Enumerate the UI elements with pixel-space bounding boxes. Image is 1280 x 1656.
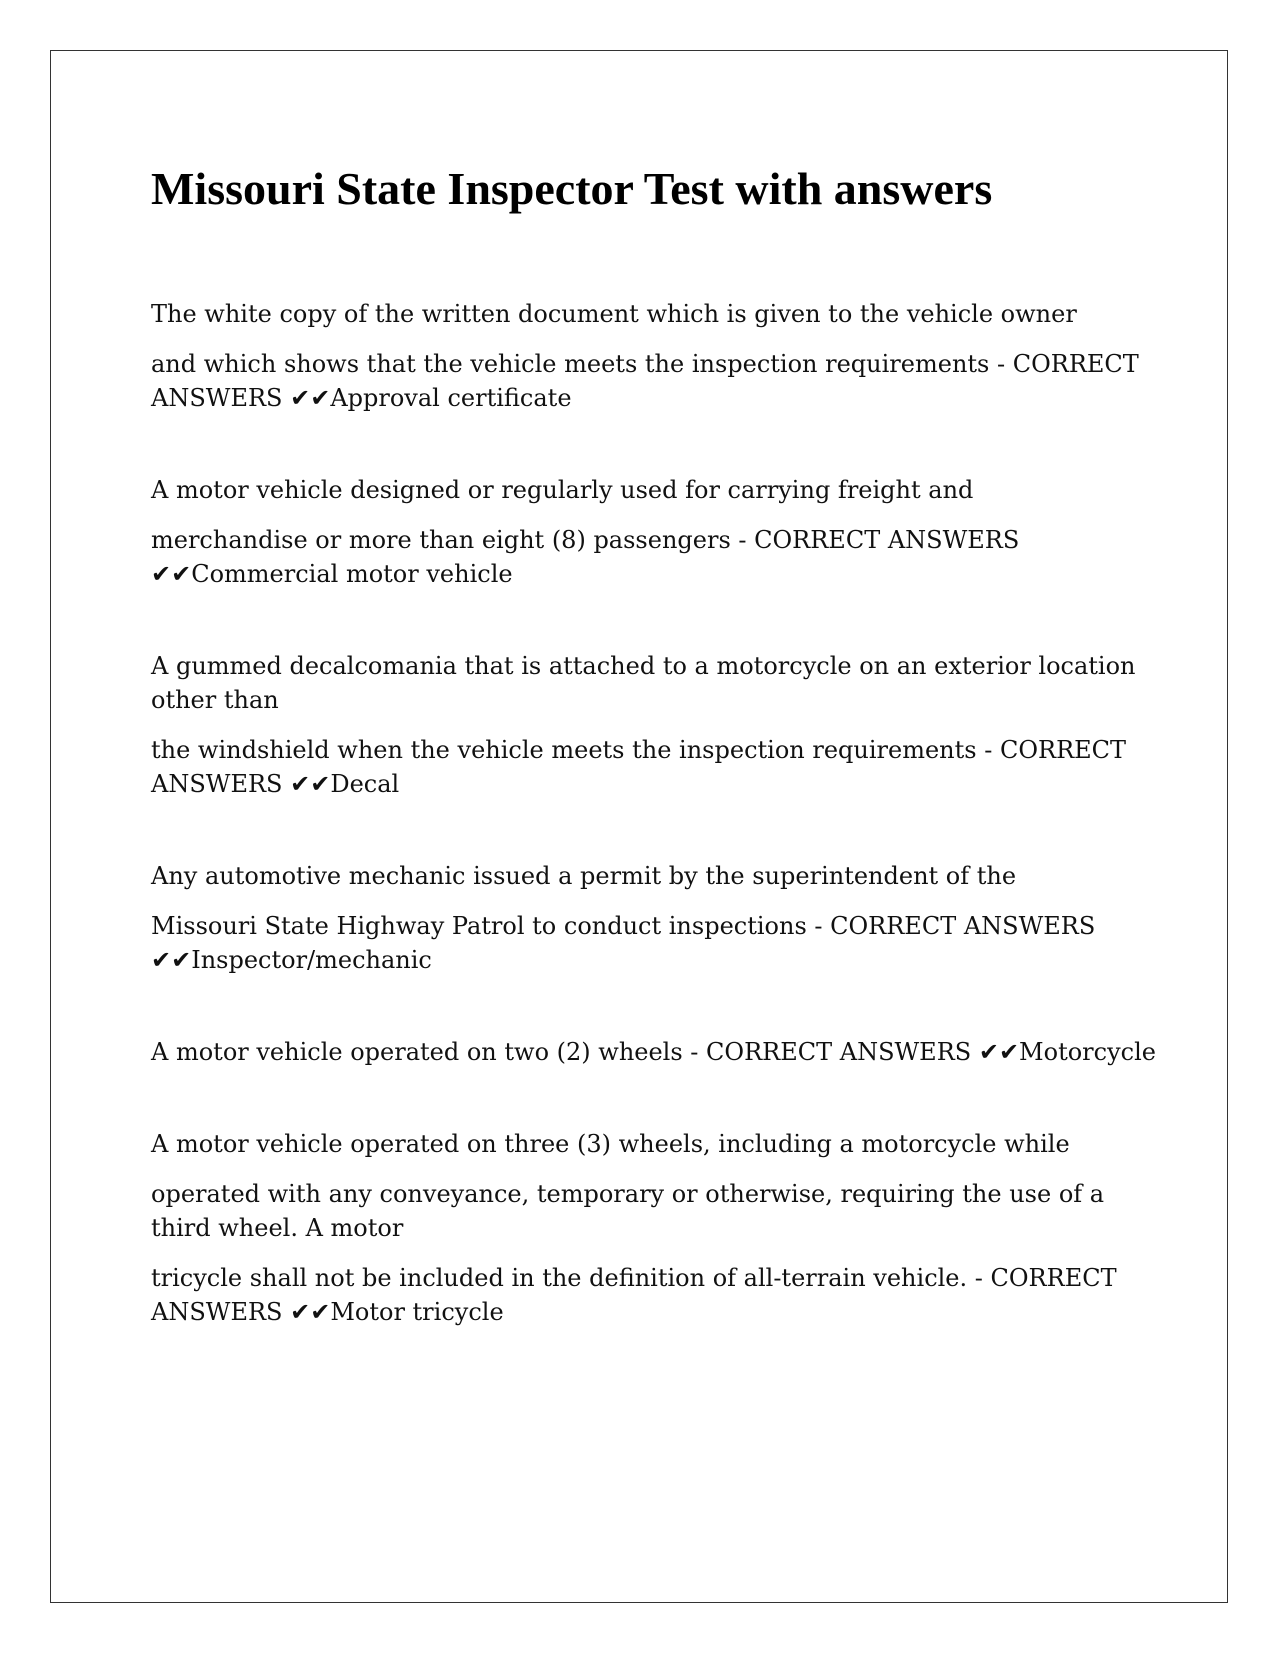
qa-text-line: tricycle shall not be included in the definition of all-terrain vehicle. - CORRECT ANSWERS ✔✔Motor tricycle xyxy=(151,1264,1117,1326)
qa-text-line: The white copy of the written document which is given to the vehicle owner xyxy=(151,300,1077,328)
qa-item xyxy=(151,859,1161,977)
qa-item xyxy=(151,649,1161,801)
qa-text-line: merchandise or more than eight (8) passengers - CORRECT ANSWERS ✔✔Commercial motor vehicle xyxy=(151,526,1020,588)
qa-text-line: operated with any conveyance, temporary or otherwise, requiring the use of a third wheel. A motor xyxy=(151,1180,1105,1242)
qa-text-line: Any automotive mechanic issued a permit by the superintendent of the xyxy=(151,862,1017,890)
qa-text-line: Missouri State Highway Patrol to conduct inspections - CORRECT ANSWERS ✔✔Inspector/mechanic xyxy=(151,912,1096,974)
qa-text-line: A gummed decalcomania that is attached to a motorcycle on an exterior location other than xyxy=(151,652,1136,714)
qa-text-line: the windshield when the vehicle meets the inspection requirements - CORRECT ANSWERS ✔✔Decal xyxy=(151,736,1127,798)
qa-text-line: A motor vehicle designed or regularly used for carrying freight and xyxy=(151,476,974,504)
qa-text-line: and which shows that the vehicle meets the inspection requirements - CORRECT ANSWERS ✔✔Approval certificate xyxy=(151,350,1139,412)
document-page xyxy=(50,50,1228,1603)
document-content xyxy=(151,159,1161,1385)
qa-item xyxy=(151,473,1161,591)
qa-item xyxy=(151,1127,1161,1329)
qa-item xyxy=(151,297,1161,415)
qa-text-line: A motor vehicle operated on two (2) wheels - CORRECT ANSWERS ✔✔Motorcycle xyxy=(151,1038,1156,1066)
qa-text-line: A motor vehicle operated on three (3) wheels, including a motorcycle while xyxy=(151,1130,1070,1158)
page-title: Missouri State Inspector Test with answers xyxy=(151,163,993,214)
qa-item xyxy=(151,1035,1161,1069)
